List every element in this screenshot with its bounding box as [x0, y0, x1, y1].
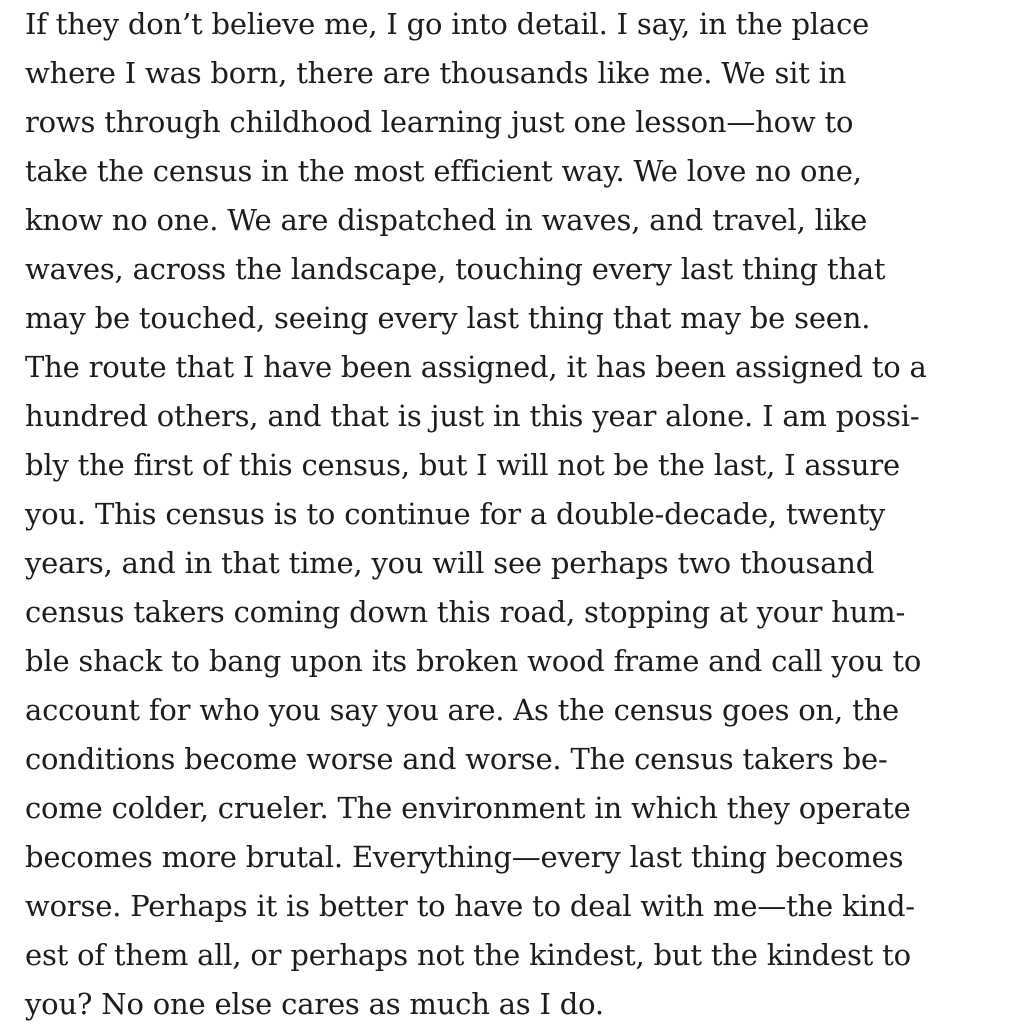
text-line: bly the first of this census, but I will not be the last, I assure [25, 448, 900, 482]
text-line: census takers coming down this road, stopping at your hum- [25, 595, 906, 629]
text-line: becomes more brutal. Everything—every last thing becomes [25, 840, 904, 874]
text-line: conditions become worse and worse. The census takers be- [25, 742, 888, 776]
text-line: you? No one else cares as much as I do. [25, 987, 604, 1021]
text-line: come colder, crueler. The environment in which they operate [25, 791, 911, 825]
text-line: est of them all, or perhaps not the kindest, but the kindest to [25, 938, 911, 972]
text-line: may be touched, seeing every last thing that may be seen. [25, 301, 871, 335]
text-line: account for who you say you are. As the census goes on, the [25, 693, 899, 727]
text-line: The route that I have been assigned, it has been assigned to a [25, 350, 927, 384]
text-line: take the census in the most efficient way. We love no one, [25, 154, 862, 188]
text-line: years, and in that time, you will see perhaps two thousand [25, 546, 875, 580]
text-line: hundred others, and that is just in this year alone. I am possi- [25, 399, 920, 433]
text-line: know no one. We are dispatched in waves, and travel, like [25, 203, 868, 237]
text-line: rows through childhood learning just one lesson—how to [25, 105, 854, 139]
text-line: where I was born, there are thousands like me. We sit in [25, 56, 847, 90]
text-line: If they don’t believe me, I go into detail. I say, in the place [25, 7, 870, 41]
text-line: worse. Perhaps it is better to have to deal with me—the kind- [25, 889, 915, 923]
passage-text [25, 0, 1015, 1024]
text-line: waves, across the landscape, touching every last thing that [25, 252, 886, 286]
text-line: ble shack to bang upon its broken wood frame and call you to [25, 644, 922, 678]
text-line: you. This census is to continue for a double-decade, twenty [25, 497, 886, 531]
